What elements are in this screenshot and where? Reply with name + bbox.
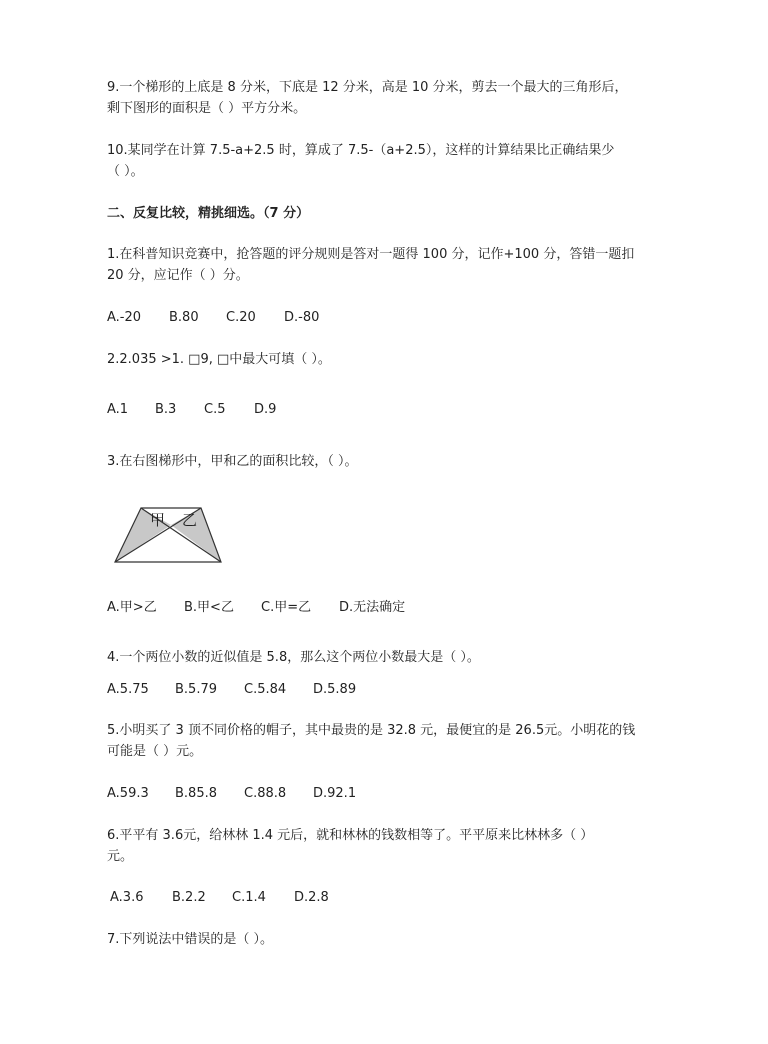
s6-line2: 元。 [107, 849, 134, 864]
option-d: D.-80 [284, 310, 320, 325]
option-a: A.-20 [107, 310, 142, 325]
option-b: B.80 [169, 310, 199, 325]
option-b: B.3 [155, 402, 177, 417]
q10-line2: （ ）。 [107, 164, 144, 179]
option-d: D.92.1 [313, 786, 357, 801]
option-c: C.20 [226, 310, 256, 325]
s2-options [107, 401, 276, 419]
option-c: C.5 [204, 402, 226, 417]
q10-line1: 10.某同学在计算 7.5-a+2.5 时，算成了 7.5-（a+2.5），这样的计算结果比正确结果少 [107, 143, 615, 158]
option-b: B.2.2 [172, 890, 206, 905]
s3-line1: 3.在右图梯形中，甲和乙的面积比较，（ ）。 [107, 454, 358, 469]
option-c: C.88.8 [244, 786, 287, 801]
section-2-title: 二、反复比较，精挑细选。（7 分） [107, 206, 310, 221]
option-a: A.5.75 [107, 682, 149, 697]
s5-line1: 5.小明买了 3 顶不同价格的帽子，其中最贵的是 32.8 元，最便宜的是 26.5元。小明花的钱 [107, 723, 636, 738]
s3-options [107, 599, 405, 617]
s4-options [107, 681, 356, 699]
option-c: C.甲=乙 [261, 600, 312, 615]
option-b: B.5.79 [175, 682, 217, 697]
option-b: B.85.8 [175, 786, 217, 801]
option-b: B.甲<乙 [184, 600, 234, 615]
option-d: D.5.89 [313, 682, 357, 697]
s6-line1: 6.平平有 3.6元，给林林 1.4 元后，就和林林的钱数相等了。平平原来比林林多（ ） [107, 828, 594, 843]
label-yi: 乙 [182, 511, 198, 529]
option-d: D.无法确定 [339, 600, 406, 615]
option-a: A.甲>乙 [107, 600, 157, 615]
s4-line1: 4.一个两位小数的近似值是 5.8，那么这个两位小数最大是（ ）。 [107, 650, 480, 665]
option-a: A.3.6 [110, 890, 144, 905]
s6-options [110, 889, 329, 907]
s7-line1: 7.下列说法中错误的是（ ）。 [107, 932, 274, 947]
option-a: A.1 [107, 402, 129, 417]
s1-options [107, 309, 319, 327]
option-c: C.5.84 [244, 682, 287, 697]
label-jia: 甲 [150, 511, 166, 529]
s5-options [107, 785, 356, 803]
q9-line2: 剩下图形的面积是（ ）平方分米。 [107, 101, 307, 116]
s1-line2: 20 分，应记作（ ）分。 [107, 268, 249, 283]
option-d: D.9 [254, 402, 277, 417]
s1-line1: 1.在科普知识竞赛中，抢答题的评分规则是答对一题得 100 分，记作+100 分，答错一题扣 [107, 247, 635, 262]
option-d: D.2.8 [294, 890, 329, 905]
s2-line1: 2.2.035 >1. □9, □中最大可填（ ）。 [107, 352, 331, 367]
q9-line1: 9.一个梯形的上底是 8 分米，下底是 12 分米，高是 10 分米，剪去一个最大的三角形后， [107, 80, 628, 95]
s5-line2: 可能是（ ）元。 [107, 744, 203, 759]
option-c: C.1.4 [232, 890, 266, 905]
trapezoid-figure [112, 505, 228, 567]
option-a: A.59.3 [107, 786, 149, 801]
